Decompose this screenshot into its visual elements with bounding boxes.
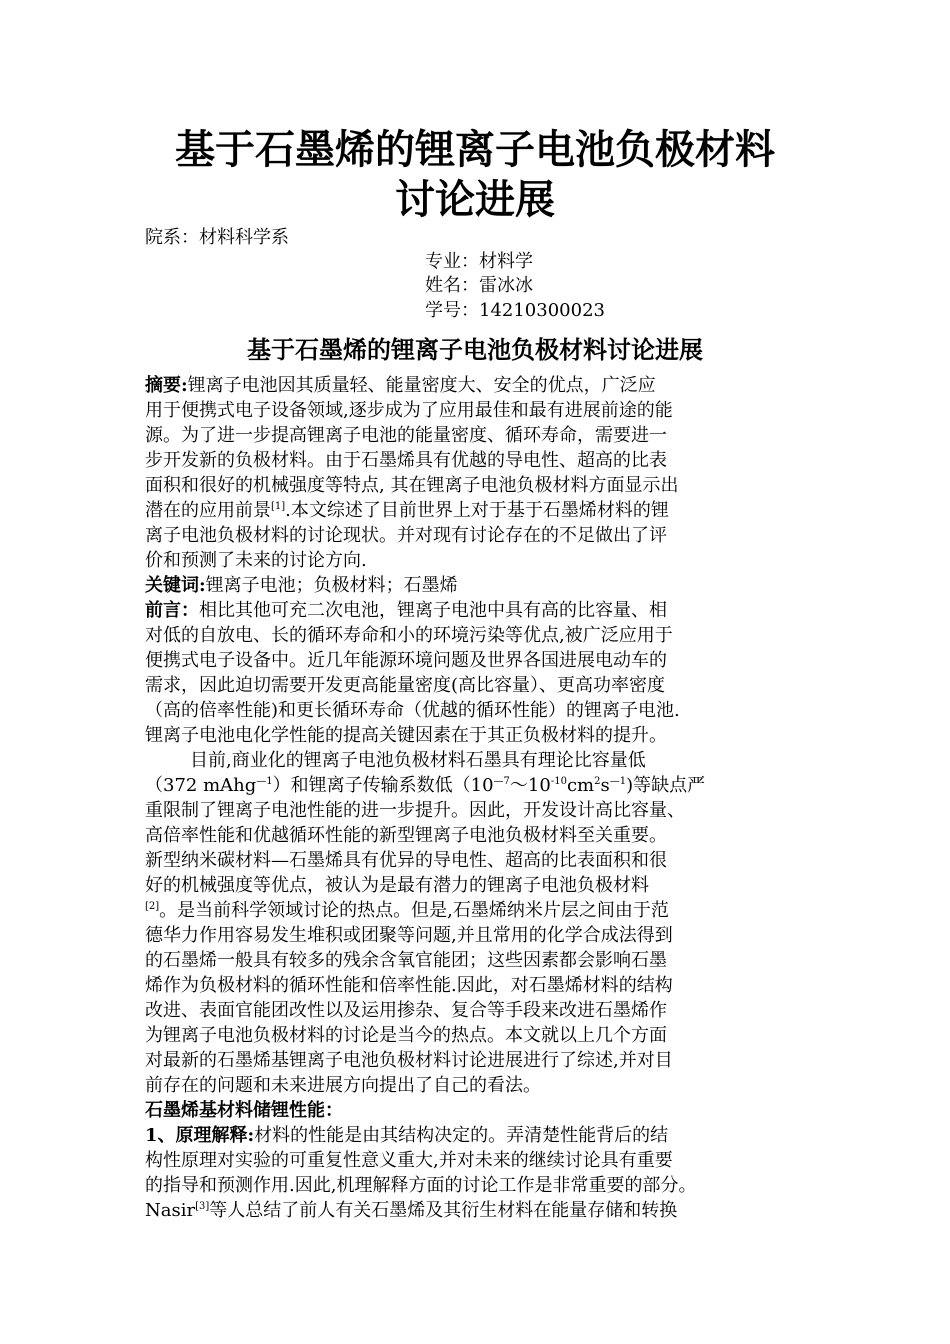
major-field: 专业：材料学 (425, 251, 533, 272)
body-line: 的石墨烯一般具有较多的残余含氧官能团；这些因素都会影响石墨 (145, 950, 667, 971)
citation-ref: [2] (145, 901, 160, 912)
abstract-line: 摘要:锂离子电池因其质量轻、能量密度大、安全的优点，广泛应 (145, 375, 656, 396)
body-line: 烯作为负极材料的循环性能和倍率性能.因此，对石墨烯材料的结构 (145, 975, 673, 996)
body-line: 改进、表面官能团改性以及运用掺杂、复合等手段来改进石墨烯作 (145, 1000, 667, 1021)
preface-line: 对低的自放电、长的循环寿命和小的环境污染等优点,被广泛应用于 (145, 625, 673, 646)
body-line: 前存在的问题和未来进展方向提出了自己的看法。 (145, 1075, 541, 1096)
abstract-label: 摘要: (145, 375, 188, 396)
body-line: 目前,商业化的锂离子电池负极材料石墨具有理论比容量低 (190, 750, 646, 771)
citation-ref: [1] (271, 501, 286, 512)
body-line: （372 mAhg$^{—1}$）和锂离子传输系数低$(10^{—7}\sim 10^{-10}cm^2s^{—1})$等缺点严 (145, 775, 706, 796)
body-line: 为锂离子电池负极材料的讨论是当今的热点。本文就以上几个方面 (145, 1025, 667, 1046)
preface-line: （高的倍率性能)和更长循环寿命（优越的循环性能）的锂离子电池. (145, 700, 680, 721)
citation-ref: [3] (195, 1201, 210, 1212)
abstract-line: 面积和很好的机械强度等特点, 其在锂离子电池负极材料方面显示出 (145, 475, 679, 496)
document-title-line2: 讨论进展 (395, 177, 555, 223)
name-field: 姓名：雷冰冰 (425, 275, 533, 296)
document-subtitle: 基于石墨烯的锂离子电池负极材料讨论进展 (247, 336, 703, 364)
body-line: [2]。是当前科学领域讨论的热点。但是,石墨烯纳米片层之间由于范 (145, 900, 669, 921)
document-title-line1: 基于石墨烯的锂离子电池负极材料 (175, 127, 775, 173)
item1-label: 1、原理解释: (145, 1125, 255, 1146)
student-id-field: 学号：14210300023 (425, 300, 605, 321)
body-line: 德华力作用容易发生堆积或团聚等问题,并且常用的化学合成法得到 (145, 925, 673, 946)
body-line: 新型纳米碳材料—石墨烯具有优异的导电性、超高的比表面积和很 (145, 850, 667, 871)
body-line: 好的机械强度等优点，被认为是最有潜力的锂离子电池负极材料 (145, 875, 649, 896)
abstract-line: 价和预测了未来的讨论方向. (145, 550, 367, 571)
abstract-line: 离子电池负极材料的讨论现状。并对现有讨论存在的不足做出了评 (145, 525, 667, 546)
preface-line: 前言：相比其他可充二次电池，锂离子电池中具有高的比容量、相 (145, 600, 667, 621)
keywords-text: 锂离子电池；负极材料；石墨烯 (205, 575, 458, 596)
keywords-line (145, 574, 458, 598)
abstract-line: 用于便携式电子设备领域,逐步成为了应用最佳和最有进展前途的能 (145, 400, 673, 421)
body-line: 重限制了锂离子电池性能的进一步提升。因此，开发设计高比容量、 (145, 800, 685, 821)
section-line: 构性原理对实验的可重复性意义重大,并对未来的继续讨论具有重要 (145, 1150, 673, 1171)
section-line: 的指导和预测作用.因此,机理解释方面的讨论工作是非常重要的部分。 (145, 1175, 697, 1196)
preface-label: 前言： (145, 600, 199, 621)
body-line: 高倍率性能和优越循环性能的新型锂离子电池负极材料至关重要。 (145, 825, 667, 846)
section-line: Nasir[3]等人总结了前人有关石墨烯及其衍生材料在能量存储和转换 (145, 1200, 678, 1221)
abstract-line: 步开发新的负极材料。由于石墨烯具有优越的导电性、超高的比表 (145, 450, 667, 471)
preface-line: 锂离子电池电化学性能的提高关键因素在于其正负极材料的提升。 (145, 725, 667, 746)
body-line: 对最新的石墨烯基锂离子电池负极材料讨论进展进行了综述,并对目 (145, 1050, 673, 1071)
preface-line: 需求，因此迫切需要开发更高能量密度(高比容量）、更高功率密度 (145, 675, 666, 696)
department-field: 院系：材料科学系 (145, 227, 289, 248)
preface-line: 便携式电子设备中。近几年能源环境问题及世界各国进展电动车的 (145, 650, 667, 671)
keywords-label: 关键词: (145, 575, 206, 596)
abstract-line: 潜在的应用前景[1].本文综述了目前世界上对于基于石墨烯材料的锂 (145, 500, 669, 521)
section-line: 1、原理解释:材料的性能是由其结构决定的。弄清楚性能背后的结 (145, 1125, 669, 1146)
section-heading: 石墨烯基材料储锂性能： (145, 1100, 343, 1121)
abstract-line: 源。为了进一步提高锂离子电池的能量密度、循环寿命，需要进一 (145, 425, 667, 446)
